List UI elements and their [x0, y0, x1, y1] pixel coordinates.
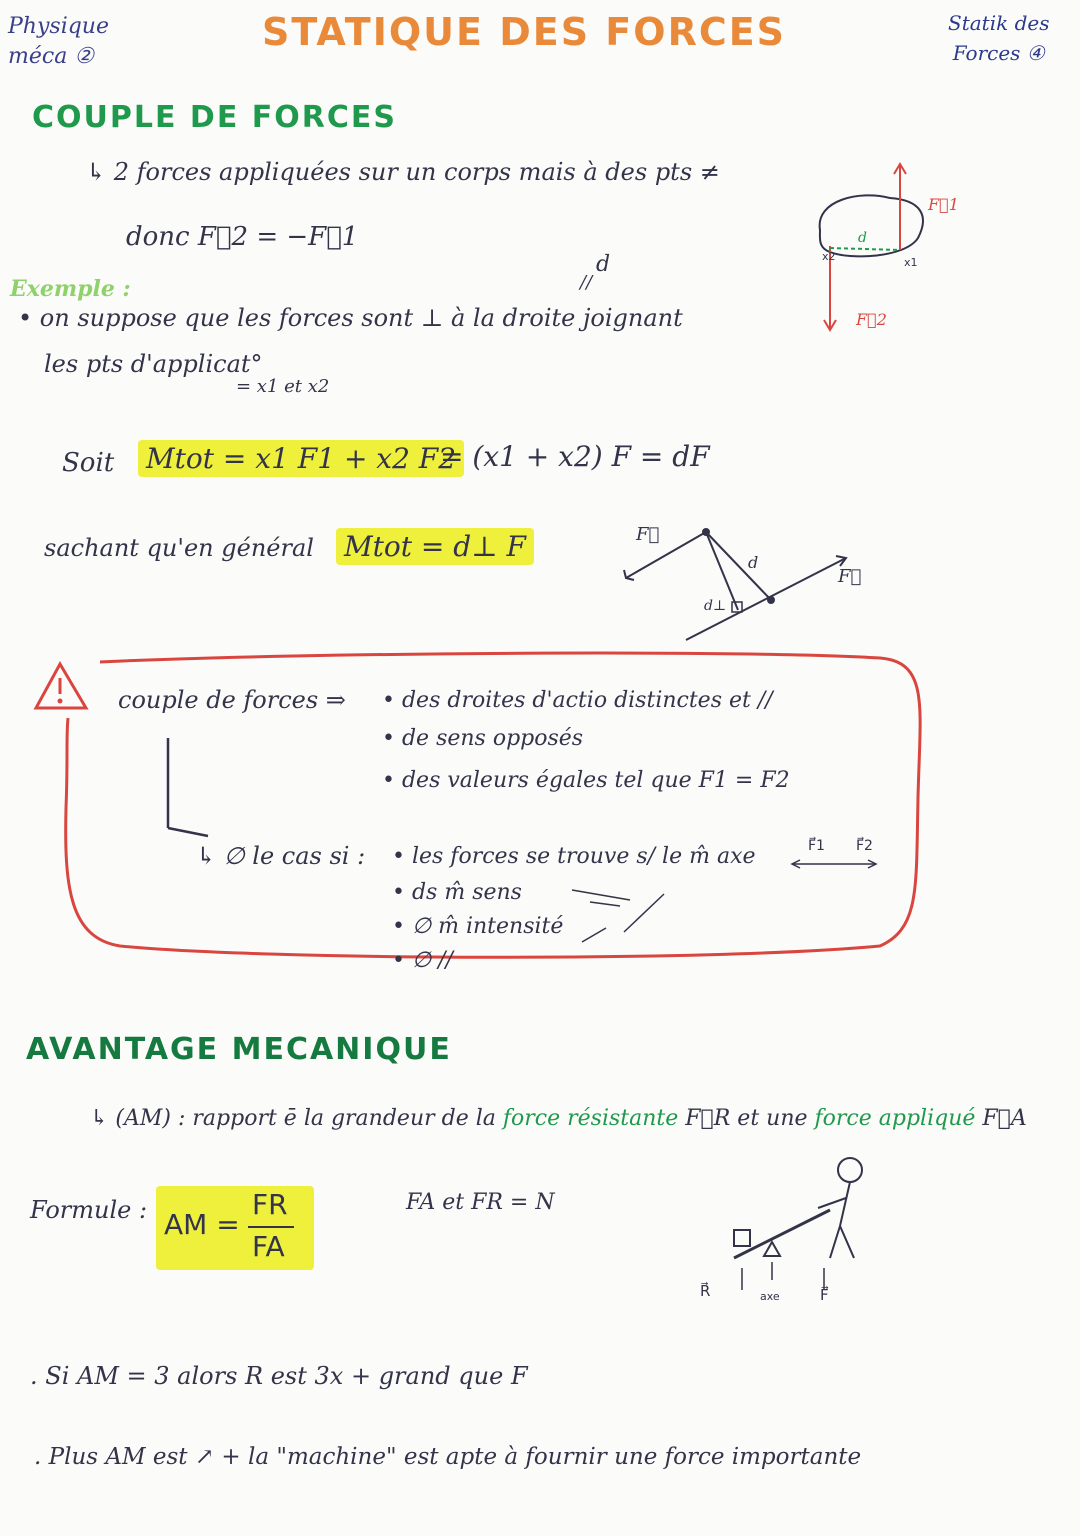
d-mark: d [596, 252, 611, 277]
couple-donc: donc F⃗2 = −F⃗1 [126, 222, 359, 252]
suppose-line-1: • on suppose que les forces sont ⊥ à la droite joignant [18, 304, 683, 332]
force-f1-label: F⃗1 [928, 195, 959, 214]
couple-definition: ↳ 2 forces appliquées sur un corps mais à des pts ≠ [86, 158, 720, 186]
not-case-2: • ds m̂ sens [392, 880, 522, 905]
moment-diagram [616, 510, 886, 650]
suppose-line-2: les pts d'applicat° [44, 350, 263, 378]
subject-label [8, 12, 109, 72]
formula-moment-general: Mtot = d⊥ F [336, 528, 534, 565]
chapter-line-2: Forces ④ [952, 41, 1045, 65]
definition-force-resistante: force résistante [502, 1106, 679, 1131]
example-label: Exemple : [10, 276, 131, 302]
condition-3: • des valeurs égales tel que F1 = F2 [382, 768, 790, 793]
distance-label: d [858, 230, 867, 246]
definition-fa: F⃗A [982, 1106, 1027, 1131]
definition-mid: et une [737, 1106, 808, 1131]
body-outline [820, 195, 923, 256]
not-case-3: • ∅ m̂ intensité [392, 914, 564, 939]
warning-label: couple de forces ⇒ [118, 686, 346, 714]
condition-2: • de sens opposés [382, 726, 584, 751]
avantage-note-1: . Si AM = 3 alors R est 3x + grand que F [30, 1362, 528, 1390]
force-left-label: F⃗ [636, 524, 660, 545]
section-heading-avantage: AVANTAGE MECANIQUE [26, 1032, 452, 1067]
distance-dperp-label: d⊥ [704, 598, 727, 614]
axis-f1-label: F⃗1 [808, 838, 825, 854]
not-case-1: • les forces se trouve s/ le m̂ axe [392, 844, 756, 869]
not-case-sketches [560, 830, 880, 970]
formula-moment-sum: Mtot = x1 F1 + x2 F2 [138, 440, 464, 477]
not-case-4: • ∅ // [392, 948, 453, 973]
formula-am-numerator: FR [252, 1188, 288, 1221]
definition-prefix: ↳ (AM) : rapport ē la grandeur de la [90, 1106, 496, 1131]
not-case-prefix: ↳ ∅ le cas si : [196, 842, 366, 870]
formula-am-fraction-bar [248, 1226, 294, 1228]
force-right-label: F⃗ [838, 566, 862, 587]
distance-line [830, 248, 900, 250]
sachant-label: sachant qu'en général [44, 534, 314, 562]
formula-am [156, 1186, 314, 1270]
avantage-definition [90, 1106, 1027, 1131]
condition-1: • des droites d'actio distinctes et // [382, 688, 773, 713]
subject-line-2: méca ② [8, 44, 95, 69]
distance-d-label: d [748, 553, 759, 572]
lever-axe-label: axe [760, 1290, 780, 1303]
definition-force-appliquee: force appliqué [814, 1106, 976, 1131]
parallel-mark: // [580, 272, 593, 293]
formula-am-denominator: FA [252, 1230, 285, 1263]
axis-f2-label: F⃗2 [856, 838, 873, 854]
point-x1-label: x1 [904, 256, 918, 269]
force-f2-label: F⃗2 [856, 310, 887, 329]
chapter-label [948, 8, 1049, 68]
units-note: FA et FR = N [406, 1190, 555, 1215]
point-x2-label: x2 [822, 250, 836, 263]
lever-diagram [690, 1150, 890, 1320]
formule-label: Formule : [30, 1196, 148, 1224]
definition-fr: F⃗R [685, 1106, 731, 1131]
section-heading-couple: COUPLE DE FORCES [32, 100, 397, 135]
avantage-note-2: . Plus AM est ↗ + la "machine" est apte à fournir une force importante [34, 1444, 862, 1470]
subject-line-1: Physique [8, 14, 109, 39]
suppose-note: = x1 et x2 [236, 376, 330, 397]
page-title: STATIQUE DES FORCES [262, 10, 787, 54]
lever-r-label: R⃗ [700, 1282, 711, 1300]
formula-moment-result: = (x1 + x2) F = dF [440, 440, 710, 473]
chapter-line-1: Statik des [948, 11, 1050, 35]
lever-f-label: F⃗ [820, 1286, 829, 1304]
warning-triangle-icon [32, 660, 92, 714]
couple-diagram [800, 160, 1020, 350]
soit-label: Soit [62, 448, 115, 478]
formula-am-lhs: AM = [164, 1208, 240, 1241]
